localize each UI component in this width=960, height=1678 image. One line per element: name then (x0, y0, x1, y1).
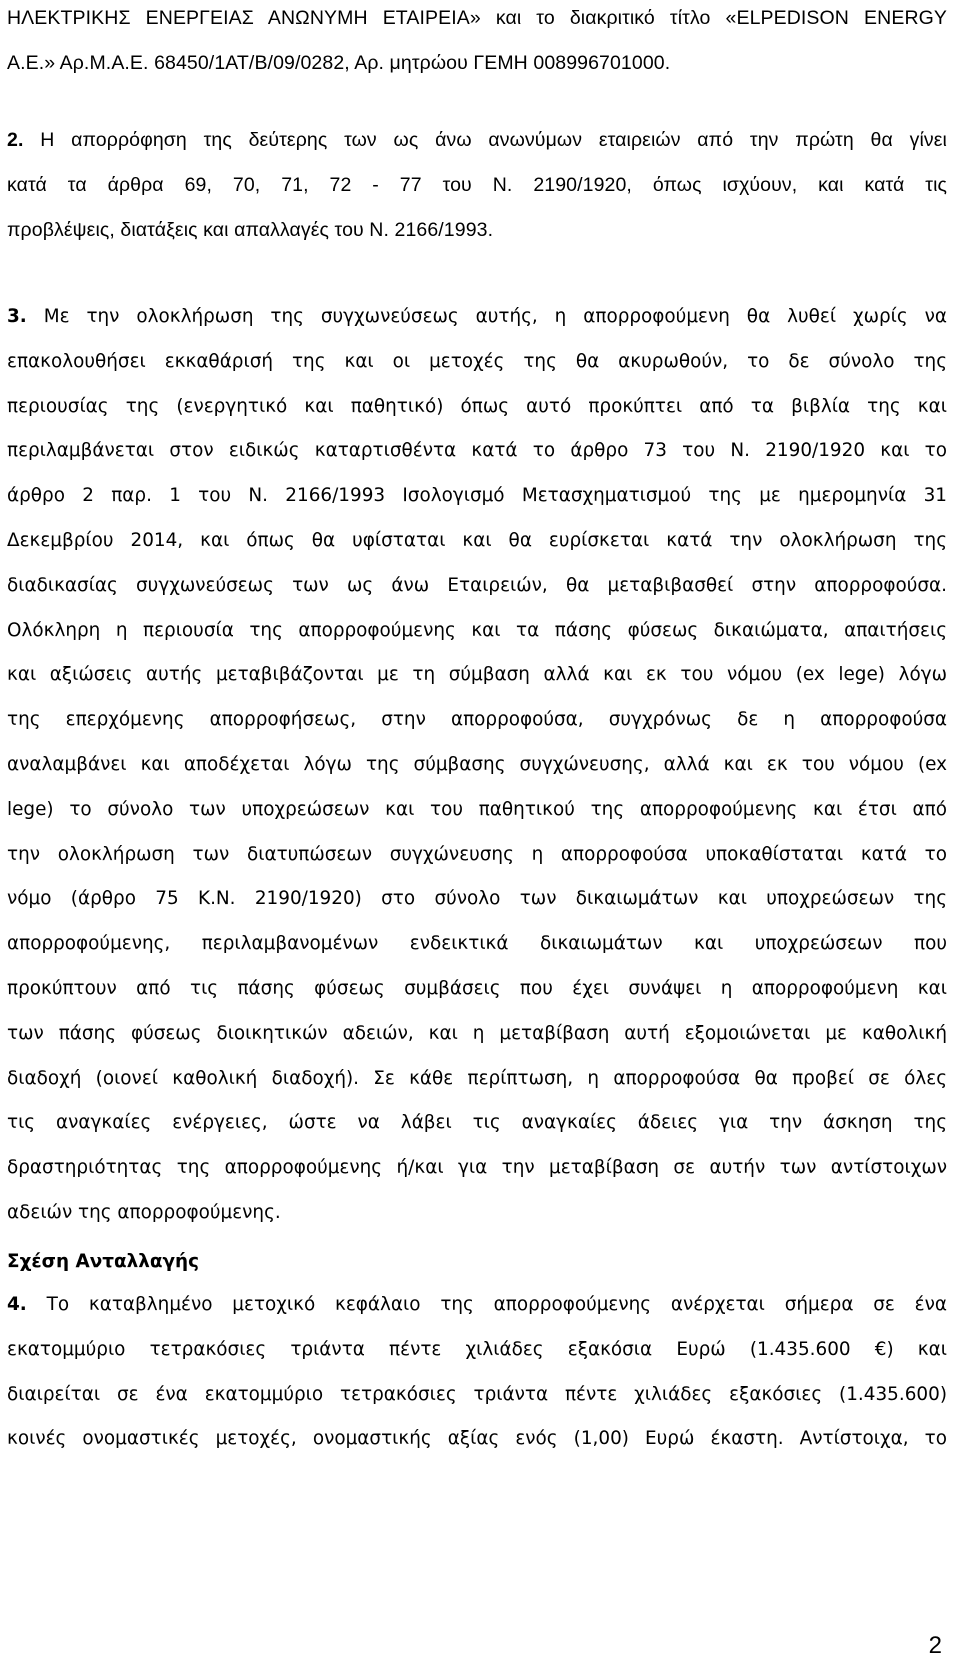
paragraph-line: άρθρο 2 παρ. 1 του Ν. 2166/1993 Ισολογισμό Μετασχηματισμού της με ημερομηνία 31 (7, 485, 947, 507)
paragraph-line: την ολοκλήρωση των διατυπώσεων συγχώνευσης η απορροφούσα υποκαθίσταται κατά το (7, 843, 947, 865)
paragraph-line: κατά τα άρθρα 69, 70, 71, 72 - 77 του Ν. 2190/1920, όπως ισχύουν, και κατά τις (7, 174, 947, 196)
paragraph-line: 3. Με την ολοκλήρωση της συγχωνεύσεως αυτής, η απορροφούμενη θα λυθεί χωρίς να (7, 306, 947, 327)
paragraph-2 (7, 118, 947, 253)
paragraph-line: προκύπτουν από τις πάσης φύσεως συμβάσεις που έχει συνάψει η απορροφούμενη και (7, 977, 947, 999)
intro-paragraph (7, 0, 947, 86)
paragraph-line: διαδοχή (οιονεί καθολική διαδοχή). Σε κάθε περίπτωση, η απορροφούσα θα προβεί σε όλες (7, 1067, 947, 1089)
paragraph-line: νόμο (άρθρο 75 Κ.Ν. 2190/1920) στο σύνολο των δικαιωμάτων και υποχρεώσεων της (7, 888, 947, 910)
paragraph-line: και αξιώσεις αυτής μεταβιβάζονται με τη σύμβαση αλλά και εκ του νόμου (ex lege) λόγω (7, 664, 947, 686)
paragraph-number: 3. (7, 306, 27, 327)
paragraph-line: δραστηριότητας της απορροφούμενης ή/και για την μεταβίβαση σε αυτήν των αντίστοιχων (7, 1157, 947, 1179)
paragraph-line: επακολουθήσει εκκαθάρισή της και οι μετοχές της θα ακυρωθούν, το δε σύνολο της (7, 350, 947, 372)
paragraph-line: της επερχόμενης απορροφήσεως, στην απορροφούσα, συγχρόνως δε η απορροφούσα (7, 709, 947, 731)
intro-line: Α.Ε.» Αρ.Μ.Α.Ε. 68450/1ΑΤ/Β/09/0282, Αρ. μητρώου ΓΕΜΗ 008996701000. (7, 52, 671, 74)
paragraph-line: διαιρείται σε ένα εκατομμύριο τετρακόσιες τριάντα πέντε χιλιάδες εξακόσιες (1.435.600) (7, 1383, 947, 1405)
section-heading-block (7, 1240, 947, 1285)
paragraph-line: των πάσης φύσεως διοικητικών αδειών, και η μεταβίβαση αυτή εξομοιώνεται με καθολική (7, 1022, 947, 1044)
paragraph-number: 2. (7, 129, 24, 151)
paragraph-line: 2. Η απορρόφηση της δεύτερης των ως άνω ανωνύμων εταιρειών από την πρώτη θα γίνει (7, 129, 947, 151)
paragraph-line: 4. Το καταβλημένο μετοχικό κεφάλαιο της απορροφούμενης ανέρχεται σήμερα σε ένα (7, 1294, 947, 1315)
paragraph-line: κοινές ονομαστικές μετοχές, ονομαστικής αξίας ενός (1,00) Ευρώ έκαστη. Αντίστοιχα, το (7, 1428, 947, 1450)
paragraph-number: 4. (7, 1294, 27, 1315)
paragraph-line: προβλέψεις, διατάξεις και απαλλαγές του Ν. 2166/1993. (7, 219, 494, 241)
paragraph-line: εκατομμύριο τετρακόσιες τριάντα πέντε χιλιάδες εξακόσια Ευρώ (1.435.600 €) και (7, 1338, 947, 1360)
paragraph-3 (7, 295, 947, 1236)
section-heading: Σχέση Ανταλλαγής (7, 1251, 200, 1272)
paragraph-line: αναλαμβάνει και αποδέχεται λόγω της σύμβασης συγχώνευσης, αλλά και εκ του νόμου (ex (7, 753, 947, 775)
paragraph-line: Ολόκληρη η περιουσία της απορροφούμενης και τα πάσης φύσεως δικαιώματα, απαιτήσεις (7, 619, 947, 641)
paragraph-line: τις αναγκαίες ενέργειες, ώστε να λάβει τις αναγκαίες άδειες για την άσκηση της (7, 1112, 947, 1134)
paragraph-line: Δεκεμβρίου 2014, και όπως θα υφίσταται και θα ευρίσκεται κατά την ολοκλήρωση της (7, 529, 947, 551)
paragraph-line: περιλαμβάνεται στον ειδικώς καταρτισθέντα κατά το άρθρο 73 του Ν. 2190/1920 και το (7, 440, 947, 462)
paragraph-line: περιουσίας της (ενεργητικό και παθητικό) όπως αυτό προκύπτει από τα βιβλία της και (7, 395, 947, 417)
paragraph-4 (7, 1283, 947, 1462)
paragraph-line: απορροφούμενης, περιλαμβανομένων ενδεικτικά δικαιωμάτων και υποχρεώσεων που (7, 933, 947, 955)
paragraph-line: lege) το σύνολο των υποχρεώσεων και του παθητικού της απορροφούμενης και έτσι από (7, 798, 947, 820)
paragraph-line: διαδικασίας συγχωνεύσεως των ως άνω Εταιρειών, θα μεταβιβασθεί στην απορροφούσα. (7, 574, 947, 596)
intro-line: ΗΛΕΚΤΡΙΚΗΣ ΕΝΕΡΓΕΙΑΣ ΑΝΩΝΥΜΗ ΕΤΑΙΡΕΙΑ» και το διακριτικό τίτλο «ELPEDISON ENERGY (7, 7, 947, 29)
paragraph-line: αδειών της απορροφούμενης. (7, 1201, 281, 1223)
page-number: 2 (928, 1632, 942, 1659)
